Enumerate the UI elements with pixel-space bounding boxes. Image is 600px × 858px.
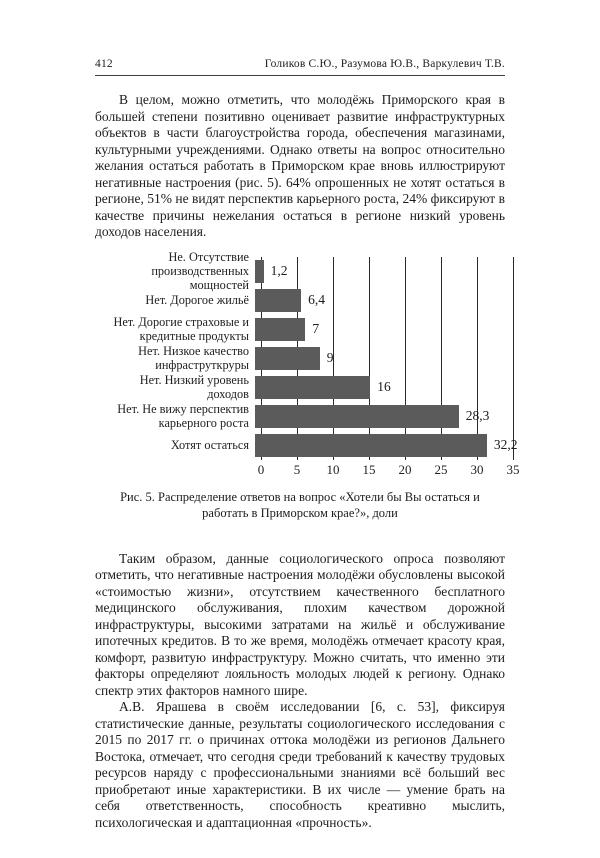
chart-row bbox=[95, 431, 519, 460]
x-tick-label: 10 bbox=[326, 461, 340, 477]
category-label: Не. Отсутствие производственных мощностей bbox=[151, 250, 249, 292]
chart-row bbox=[95, 286, 519, 315]
bar bbox=[255, 289, 301, 312]
category-label: Нет. Дорогие страховые и кредитные продукты bbox=[113, 315, 249, 343]
chart-row bbox=[95, 373, 519, 402]
body-paragraph-1: В целом, можно отметить, что молодёжь Приморского края в большей степени позитивно оценивает развитие инфраструктурных объектов в части благоустройства города, обеспечения магазинами, культурными учреждениями. Однако ответы на вопрос относительно желания остаться работать в Приморском крае вновь иллюстрируют негативные настроения (рис. 5). 64% опрошенных не хотят остаться в регионе, 51% не видят перспектив карьерного роста, 24% фиксируют в качестве причины нежелания остаться в регионе низкий уровень доходов населения. bbox=[95, 92, 505, 239]
running-header bbox=[95, 58, 505, 76]
value-label: 28,3 bbox=[465, 408, 490, 423]
bar-track bbox=[255, 286, 507, 315]
running-head-authors: Голиков С.Ю., Разумова Ю.В., Варкулевич Т.В. bbox=[264, 58, 505, 70]
bar-chart bbox=[95, 250, 519, 460]
bar bbox=[255, 376, 370, 399]
bar-track bbox=[255, 315, 507, 344]
x-tick-label: 30 bbox=[470, 461, 484, 477]
body-paragraph-3: А.В. Ярашева в своём исследовании [6, с. 53], фиксируя статистические данные, результаты социологического исследования с 2015 по 2017 гг. о причинах оттока молодёжи из регионов Дальнего Востока, отмечает, что сегодня среди требований к качеству трудовых ресурсов наряду с профессиональными знаниями всё больший вес приобретают иные характеристики. В их числе — умение брать на себя ответственность, способность креативно мыслить, психологическая и адаптационная «прочность». bbox=[95, 699, 505, 830]
bar-track bbox=[255, 344, 507, 373]
figure-caption: Рис. 5. Распределение ответов на вопрос «Хотели бы Вы остаться и работать в Приморском крае?», доли bbox=[120, 489, 480, 520]
chart-row bbox=[95, 402, 519, 431]
bar bbox=[255, 434, 487, 457]
bar-track bbox=[255, 402, 507, 431]
body-paragraph-2: Таким образом, данные социологического опроса позволяют отметить, что негативные настроения молодёжи обусловлены высокой «стоимостью жизни», отсутствием качественного бесплатного медицинского обслуживания, плохим качеством дорожной инфраструктуры, высокими затратами на жильё и обслуживание ипотечных кредитов. В то же время, молодёжь отмечает красоту края, комфорт, развитую инфраструктуру. Можно считать, что именно эти факторы определяют лояльность молодых людей к региону. Однако спектр этих факторов намного шире. bbox=[95, 550, 505, 698]
category-label: Нет. Не вижу перспектив карьерного роста bbox=[117, 402, 249, 430]
value-label: 7 bbox=[312, 321, 320, 336]
value-label: 6,4 bbox=[308, 292, 325, 307]
x-axis bbox=[257, 461, 520, 481]
chart-row bbox=[95, 250, 519, 292]
x-tick-label: 5 bbox=[293, 461, 301, 477]
chart-row bbox=[95, 315, 519, 344]
bar bbox=[255, 347, 320, 370]
category-label: Нет. Низкое качество инфраструткруры bbox=[138, 344, 249, 372]
bar-track bbox=[255, 257, 507, 286]
value-label: 32,2 bbox=[493, 437, 518, 452]
page-number: 412 bbox=[95, 58, 113, 70]
bar bbox=[255, 405, 459, 428]
bar bbox=[255, 260, 264, 283]
value-label: 9 bbox=[326, 350, 334, 365]
value-label: 1,2 bbox=[270, 263, 288, 278]
value-label: 16 bbox=[377, 379, 391, 394]
x-tick-label: 25 bbox=[434, 461, 448, 477]
chart-rows bbox=[95, 250, 519, 460]
category-label: Хотят остаться bbox=[170, 438, 249, 452]
bar-track bbox=[255, 373, 507, 402]
bar bbox=[255, 318, 305, 341]
x-tick-label: 0 bbox=[257, 461, 265, 477]
x-tick-label: 15 bbox=[362, 461, 376, 477]
figure-5 bbox=[95, 250, 520, 521]
bar-track bbox=[255, 431, 518, 460]
chart-row bbox=[95, 344, 519, 373]
x-tick-label: 35 bbox=[506, 461, 520, 477]
x-tick-label: 20 bbox=[398, 461, 412, 477]
category-label: Нет. Низкий уровень доходов bbox=[139, 373, 249, 401]
category-label: Нет. Дорогое жильё bbox=[145, 293, 249, 307]
